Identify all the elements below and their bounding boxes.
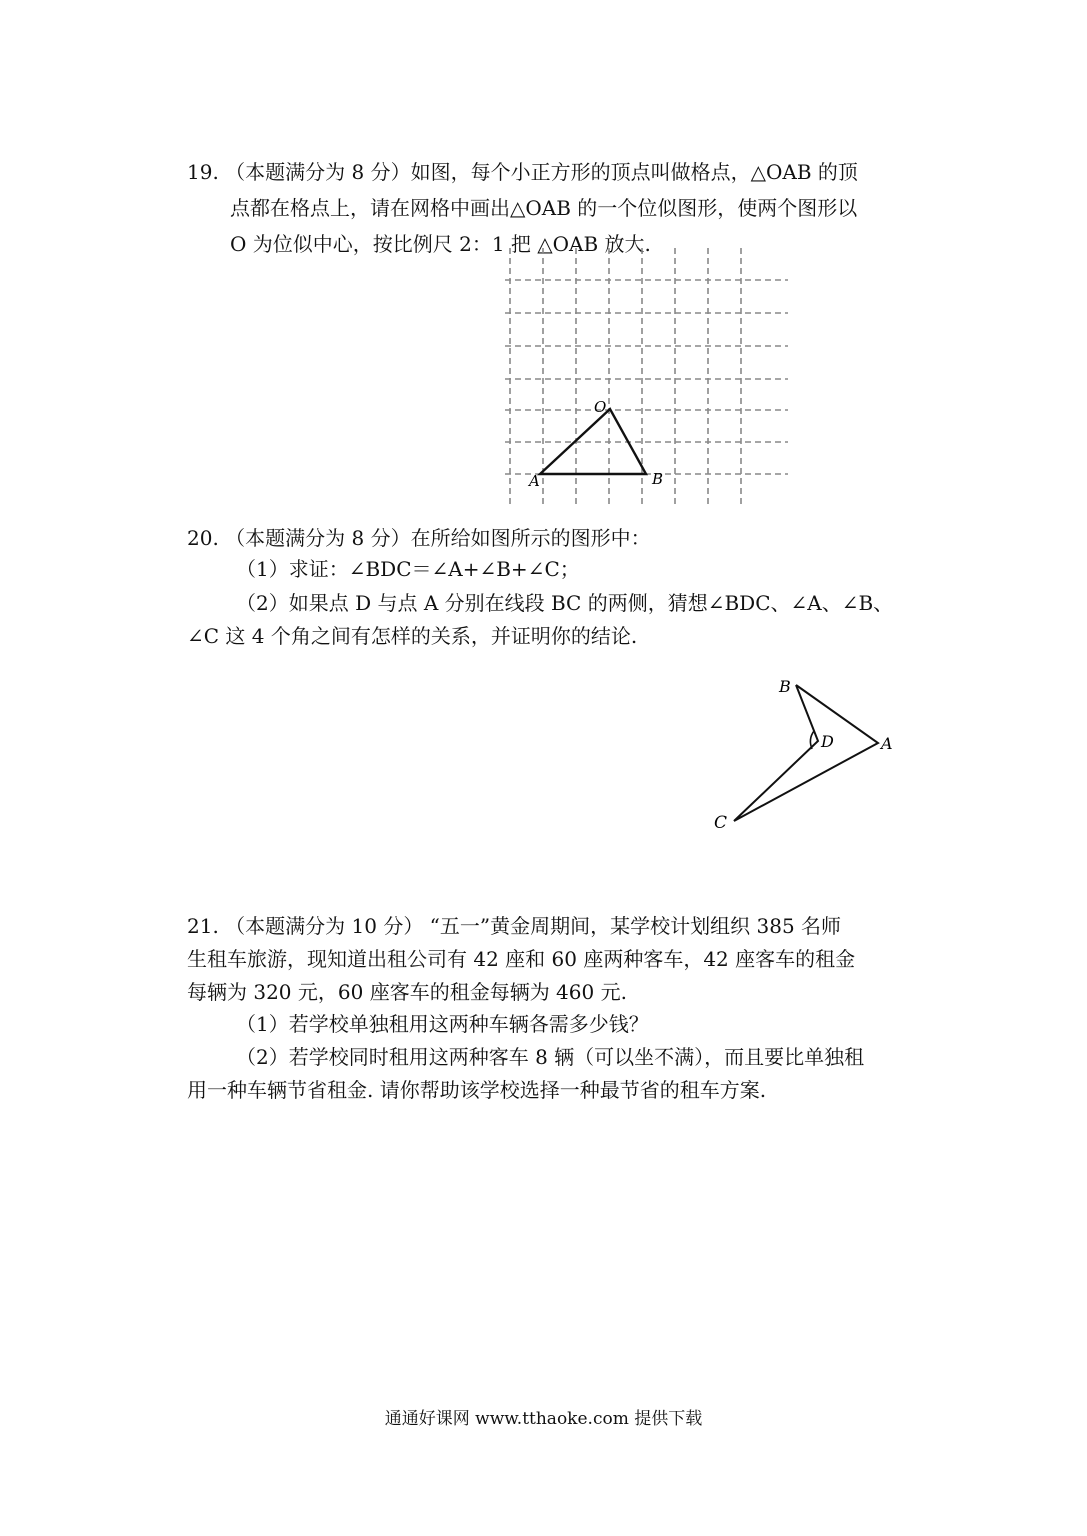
q21-line-6: 用一种车辆节省租金. 请你帮助该学校选择一种最节省的租车方案. (187, 1078, 767, 1102)
q20-line-2: （1）求证：∠BDC＝∠A+∠B+∠C； (236, 557, 580, 581)
label-b: B (779, 677, 791, 696)
shape-bdca (734, 685, 878, 821)
q21-line-1: 21. （本题满分为 10 分） “五一”黄金周期间，某学校计划组织 385 名师 (187, 914, 842, 938)
q20-line-4: ∠C 这 4 个角之间有怎样的关系，并证明你的结论. (187, 624, 638, 648)
q21-line-5: （2）若学校同时租用这两种客车 8 辆（可以坐不满），而且要比单独租 (236, 1045, 865, 1069)
q20-line-3: （2）如果点 D 与点 A 分别在线段 BC 的两侧，猜想∠BDC、∠A、∠B、 (236, 591, 894, 615)
q19-grid-figure (500, 240, 800, 515)
label-c: C (714, 813, 728, 833)
label-a: A (529, 472, 540, 490)
label-b: B (652, 470, 664, 488)
q19-line-2: 点都在格点上，请在网格中画出△OAB 的一个位似图形，使两个图形以 (230, 196, 858, 220)
page-footer: 通通好课网 www.tthaoke.com 提供下载 (384, 1409, 703, 1429)
q20-line-1: 20. （本题满分为 8 分）在所给如图所示的图形中： (187, 526, 651, 550)
q21-line-3: 每辆为 320 元，60 座客车的租金每辆为 460 元. (187, 980, 627, 1004)
q19-line-3: O 为位似中心，按比例尺 2：1 把 △OAB 放大. (230, 232, 651, 256)
label-a: A (881, 734, 893, 753)
q20-quadrilateral-figure (700, 665, 920, 845)
label-o: O (594, 398, 607, 416)
q19-line-1: 19. （本题满分为 8 分）如图，每个小正方形的顶点叫做格点，△OAB 的顶 (187, 160, 858, 184)
label-d: D (821, 732, 834, 751)
q21-line-4: （1）若学校单独租用这两种车辆各需多少钱？ (236, 1012, 649, 1036)
q21-line-2: 生租车旅游，现知道出租公司有 42 座和 60 座两种客车，42 座客车的租金 (187, 947, 856, 971)
